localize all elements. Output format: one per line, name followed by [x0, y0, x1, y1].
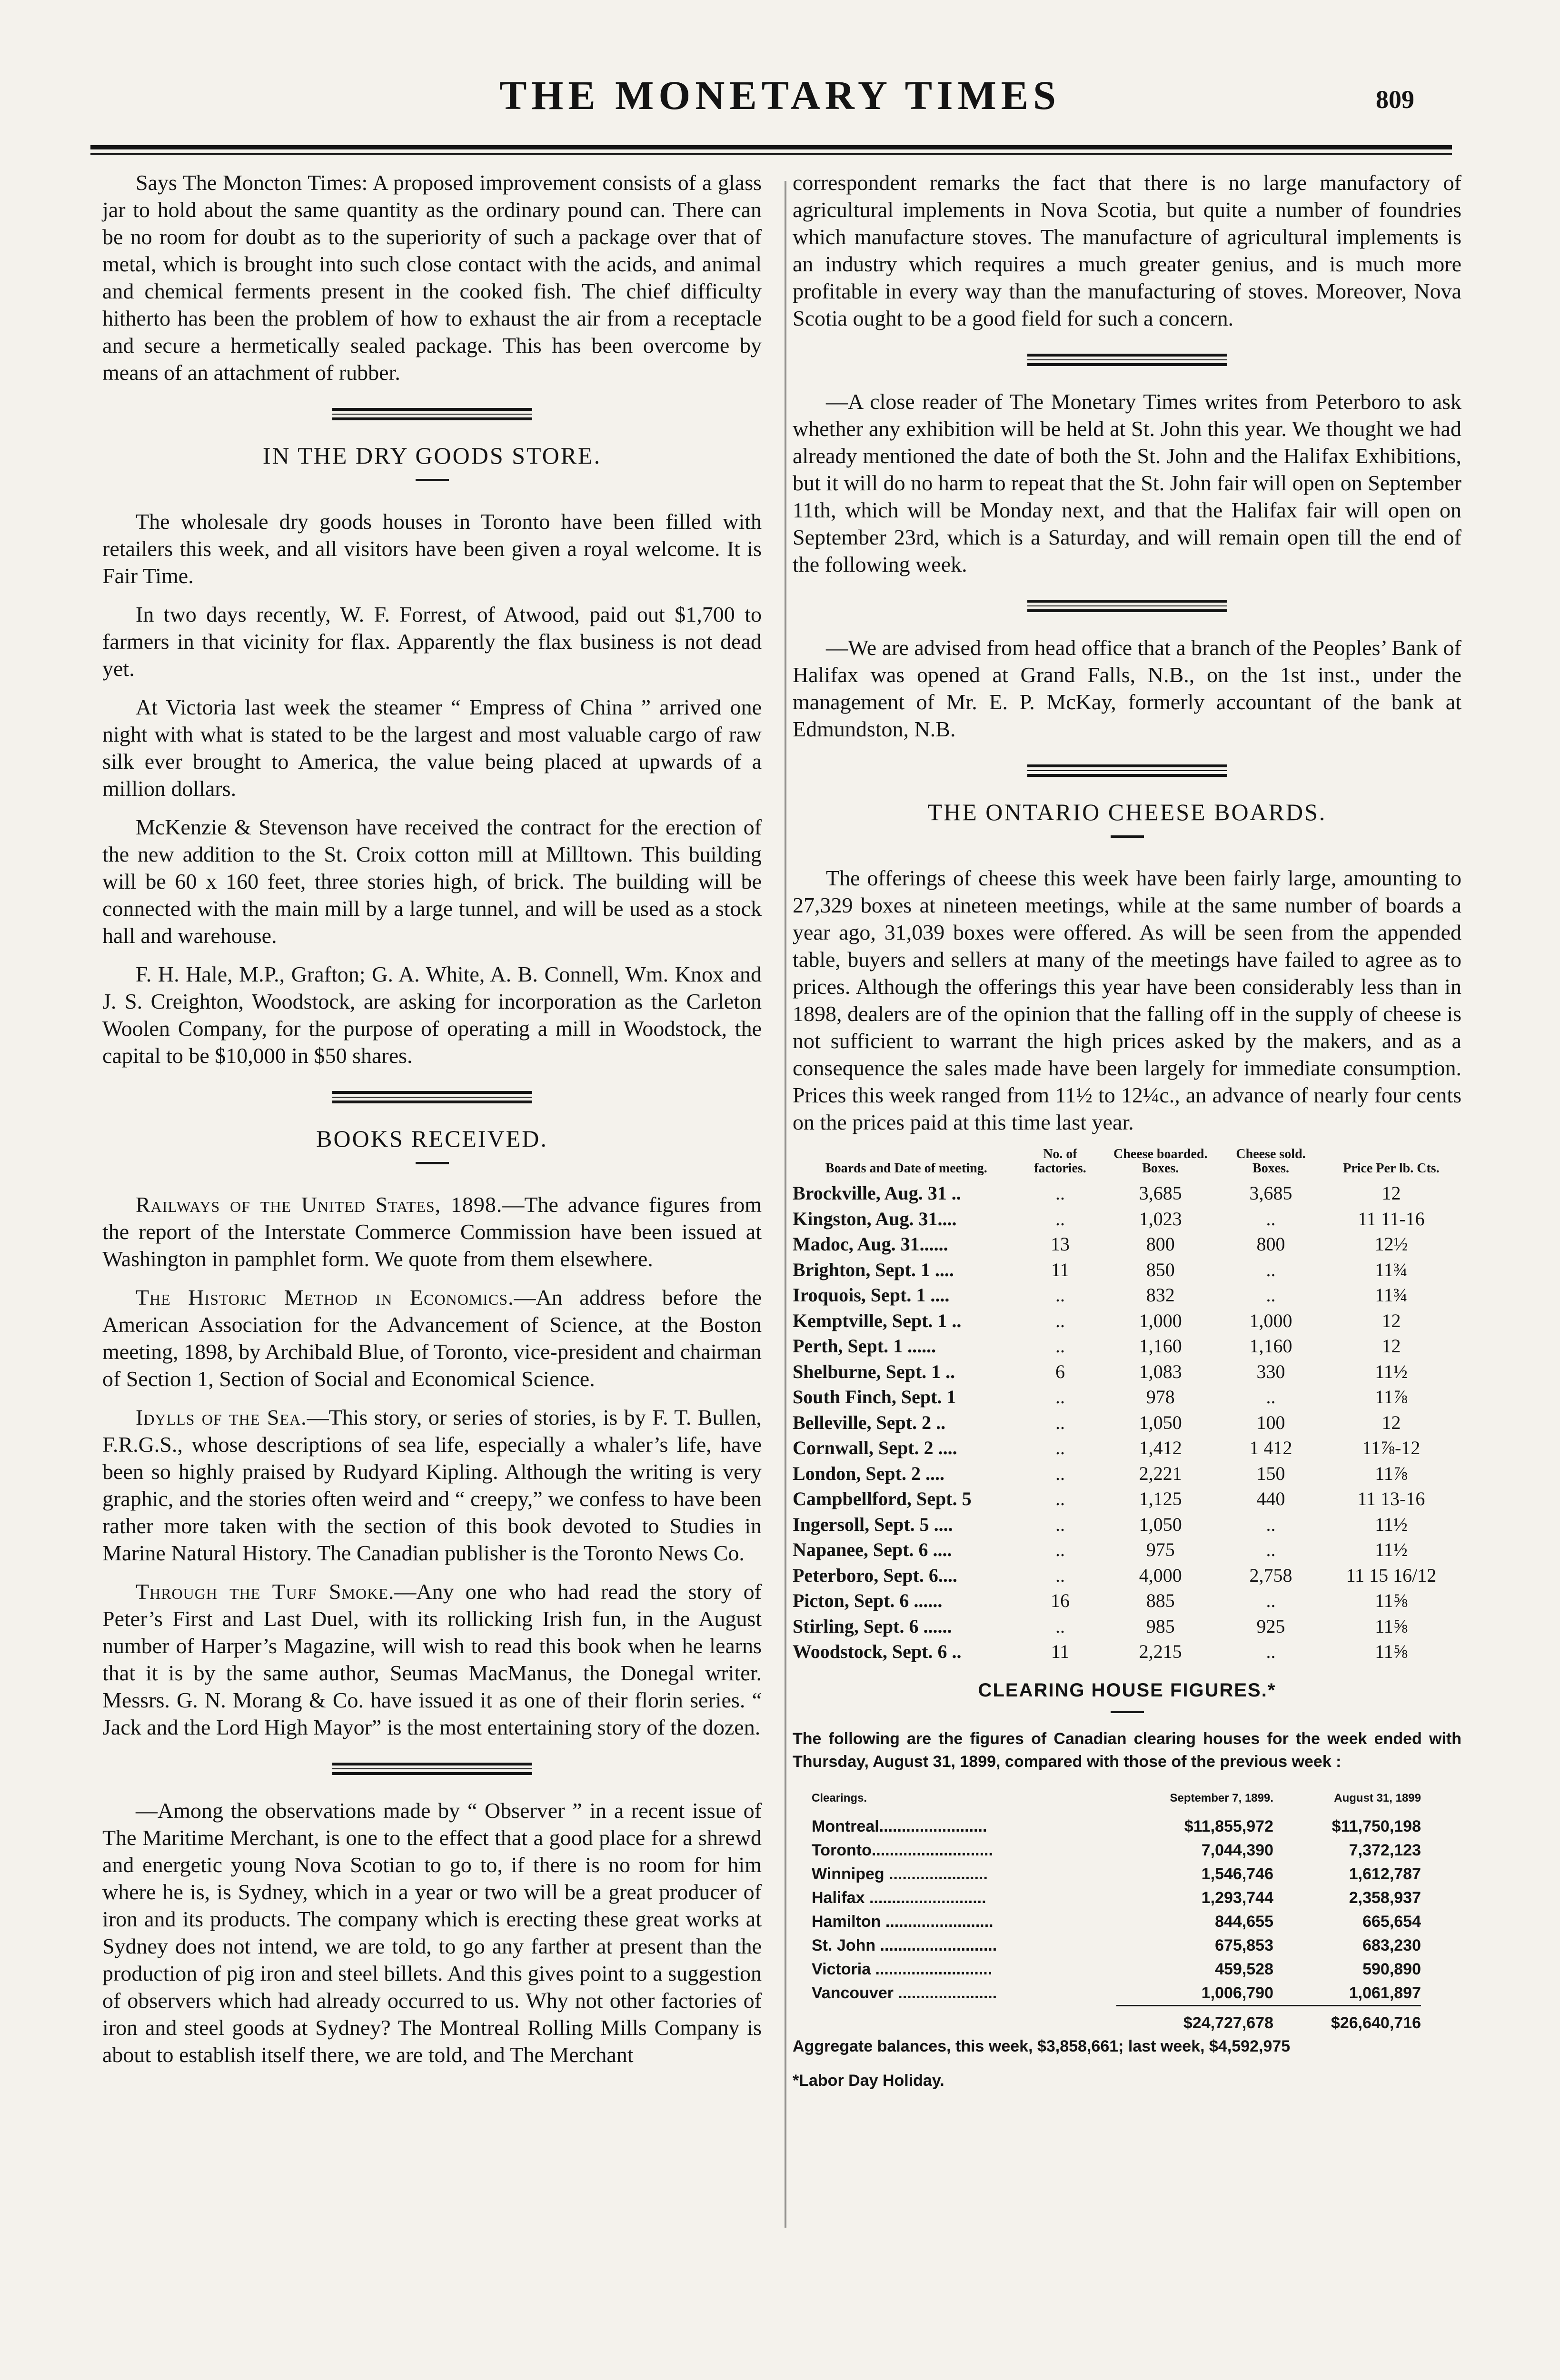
table-cell: Iroquois, Sept. 1 .... — [793, 1284, 950, 1306]
table-cell: Ingersoll, Sept. 5 .... — [793, 1513, 953, 1535]
table-cell: 11 13-16 — [1357, 1488, 1425, 1509]
table-row — [793, 1333, 1461, 1359]
book-text: —The advance figures from the report of the Interstate Commerce Commission have been issued at Washington in pamphlet form. We quote from them elsewhere. — [102, 1192, 762, 1271]
table-cell: 11¾ — [1375, 1259, 1408, 1280]
table-cell: 11 15 16/12 — [1346, 1564, 1437, 1586]
table-cell: 1,050 — [1139, 1411, 1182, 1433]
table-cell: 6 — [1055, 1360, 1065, 1382]
table-cell: Toronto........................... — [812, 1841, 993, 1859]
table-cell: 665,654 — [1362, 1912, 1421, 1931]
book-entry — [102, 1284, 762, 1392]
column-header: No. of factories. — [1034, 1147, 1086, 1176]
table-cell: London, Sept. 2 .... — [793, 1462, 944, 1484]
table-cell: 16 — [1050, 1590, 1070, 1611]
table-cell: 1,023 — [1139, 1208, 1182, 1230]
table-row — [812, 1838, 1421, 1862]
cheese-table-body — [793, 1180, 1461, 1665]
table-cell: 2,221 — [1139, 1462, 1182, 1484]
table-cell: 925 — [1256, 1615, 1285, 1637]
column-divider — [785, 181, 786, 2228]
table-cell: 1,006,790 — [1201, 1983, 1273, 2002]
clearing-heading: CLEARING HOUSE FIGURES.* — [978, 1679, 1276, 1701]
continued-paragraph: correspondent remarks the fact that there is no large manufactory of agricultural implements in Nova Scotia, but quite a number of foundries which manufacture stoves. The manufacture of agricultural implements is an industry which requires a much greater genius, and is much more profitable in every way than the manufacturing of stoves. Moreover, Nova Scotia ought to be a good field for such a concern. — [793, 170, 1461, 330]
table-cell: .. — [1266, 1513, 1276, 1535]
table-cell: 7,372,123 — [1349, 1841, 1421, 1859]
book-title: Idylls of the Sea. — [136, 1405, 307, 1429]
table-cell: .. — [1055, 1488, 1065, 1509]
table-cell: Belleville, Sept. 2 .. — [793, 1411, 946, 1433]
table-cell: Brighton, Sept. 1 .... — [793, 1259, 954, 1280]
heading-dash — [416, 1162, 449, 1164]
section-separator — [1027, 764, 1227, 777]
dry-goods-paragraph: F. H. Hale, M.P., Grafton; G. A. White, A. B. Connell, Wm. Knox and J. S. Creighton, Woodstock, are asking for incorporation as the Carleton Woolen Company, for the purpose of operating a mill in Woodstock, the capital to be $10,000 in $50 shares. — [102, 962, 762, 1068]
table-cell: .. — [1055, 1564, 1065, 1586]
table-cell: 330 — [1256, 1360, 1285, 1382]
table-cell: 150 — [1256, 1462, 1285, 1484]
table-row — [812, 1934, 1421, 1957]
table-cell: Campbellford, Sept. 5 — [793, 1488, 972, 1509]
table-row — [812, 1886, 1421, 1910]
table-cell: 844,655 — [1215, 1912, 1273, 1931]
table-cell: Cornwall, Sept. 2 .... — [793, 1437, 957, 1458]
exhibition-paragraph: —A close reader of The Monetary Times writes from Peterboro to ask whether any exhibition will be held at St. John this year. We thought we had already mentioned the date of both the St. John and the Halifax Exhibitions, but it will do no harm to repeat that the St. John fair will open on September 11th, which will be Monday next, and that the Halifax fair will open on September 23rd, which is a Saturday, and will remain open till the end of the following week. — [793, 389, 1461, 576]
table-cell: 12½ — [1374, 1233, 1408, 1255]
table-cell: Peterboro, Sept. 6.... — [793, 1564, 957, 1586]
section-separator — [1027, 354, 1227, 366]
heading-dash — [1111, 1711, 1144, 1713]
table-cell: .. — [1266, 1208, 1276, 1230]
table-cell: Napanee, Sept. 6 .... — [793, 1539, 952, 1560]
table-cell: Montreal........................ — [812, 1817, 987, 1835]
cheese-boards-table — [793, 1147, 1461, 1665]
column-header: September 7, 1899. — [1170, 1791, 1273, 1805]
table-row — [812, 1910, 1421, 1934]
bank-paragraph: —We are advised from head office that a branch of the Peoples’ Bank of Halifax was opened at Grand Falls, N.B., on the 1st inst., under the management of Mr. E. P. McKay, formerly accountant of the bank at Edmundston, N.B. — [793, 635, 1461, 741]
table-cell: 2,215 — [1139, 1641, 1182, 1662]
book-text: —Any one who had read the story of Peter’s First and Last Duel, with its rollicking Irish fun, in the August number of Harper’s Magazine, will wish to read this book when he learns that it is by the same author, Seumas MacManus, the Donegal writer. Messrs. G. N. Morang & Co. have issued it as one of their florin series. “ Jack and the Lord High Mayor” is the most entertaining story of the dozen. — [102, 1579, 762, 1739]
table-cell: 11⅞ — [1375, 1462, 1408, 1484]
left-column — [102, 169, 762, 2080]
clearing-table-body — [812, 1815, 1421, 2006]
table-header-row — [812, 1785, 1421, 1815]
dry-goods-paragraph: The wholesale dry goods houses in Toronto have been filled with retailers this week, and all visitors have been given a royal welcome. It is Fair Time. — [102, 509, 762, 588]
table-row — [812, 1957, 1421, 1981]
table-cell: 12 — [1381, 1309, 1401, 1331]
table-cell: 13 — [1050, 1233, 1070, 1255]
table-cell: Kingston, Aug. 31.... — [793, 1208, 957, 1230]
table-cell: Madoc, Aug. 31...... — [793, 1233, 948, 1255]
table-row — [793, 1614, 1461, 1639]
table-cell: 1,050 — [1139, 1513, 1182, 1535]
table-cell: 975 — [1146, 1539, 1175, 1560]
table-cell: 978 — [1146, 1386, 1175, 1408]
dry-goods-paragraph: McKenzie & Stevenson have received the contract for the erection of the new addition to the St. Croix cotton mill at Milltown. This building will be 60 x 160 feet, three stories high, of brick. The building will be connected with the main mill by a large tunnel, and will be used as a stock hall and warehouse. — [102, 815, 762, 948]
table-row — [793, 1282, 1461, 1308]
table-row — [793, 1206, 1461, 1232]
table-row — [812, 1981, 1421, 2006]
total-cell: $26,640,716 — [1273, 2005, 1421, 2035]
right-column — [793, 169, 1461, 2103]
dry-goods-paragraph: At Victoria last week the steamer “ Empress of China ” arrived one night with what is stated to be the largest and most valuable cargo of raw silk ever brought to America, the value being placed at upwards of a million dollars. — [102, 695, 762, 801]
heading-dash — [1111, 835, 1144, 838]
book-entry — [102, 1191, 762, 1272]
table-row — [793, 1486, 1461, 1512]
table-cell: 11½ — [1375, 1539, 1408, 1560]
table-cell: Shelburne, Sept. 1 .. — [793, 1360, 955, 1382]
totals-row — [812, 2005, 1421, 2035]
column-header: Cheese boarded. Boxes. — [1113, 1147, 1208, 1176]
masthead-rule-thin — [90, 153, 1452, 155]
table-cell: .. — [1055, 1309, 1065, 1331]
table-cell: .. — [1266, 1539, 1276, 1560]
table-cell: 2,358,937 — [1349, 1888, 1421, 1907]
table-cell: .. — [1266, 1386, 1276, 1408]
table-cell: 7,044,390 — [1201, 1841, 1273, 1859]
table-cell: 683,230 — [1362, 1936, 1421, 1954]
book-entry — [102, 1578, 762, 1741]
table-row — [793, 1410, 1461, 1436]
table-cell: 1,160 — [1249, 1335, 1292, 1357]
table-cell: 1,083 — [1139, 1360, 1182, 1382]
table-cell: 3,685 — [1139, 1182, 1182, 1204]
table-cell: 832 — [1146, 1284, 1175, 1306]
table-cell: St. John .......................... — [812, 1936, 997, 1954]
footnote: *Labor Day Holiday. — [793, 2071, 944, 2090]
table-cell: .. — [1055, 1284, 1065, 1306]
table-cell: 11 — [1051, 1259, 1070, 1280]
column-header: Boards and Date of meeting. — [825, 1161, 987, 1176]
table-row — [812, 1862, 1421, 1886]
cheese-heading: THE ONTARIO CHEESE BOARDS. — [927, 799, 1327, 825]
table-cell: .. — [1055, 1437, 1065, 1458]
table-cell: 12 — [1381, 1335, 1401, 1357]
table-cell: 800 — [1256, 1233, 1285, 1255]
table-row — [793, 1359, 1461, 1385]
table-cell: 1 412 — [1249, 1437, 1292, 1458]
table-cell: 1,293,744 — [1201, 1888, 1273, 1907]
book-entry — [102, 1404, 762, 1567]
table-row — [793, 1231, 1461, 1257]
table-cell: 11⅝ — [1375, 1615, 1408, 1637]
table-cell: 985 — [1146, 1615, 1175, 1637]
heading-dash — [416, 479, 449, 481]
table-row — [793, 1461, 1461, 1487]
table-cell: 11⅞ — [1375, 1386, 1408, 1408]
column-header: Cheese sold. Boxes. — [1236, 1147, 1306, 1176]
table-cell: Stirling, Sept. 6 ...... — [793, 1615, 952, 1637]
table-cell: 675,853 — [1215, 1936, 1273, 1954]
section-separator — [332, 1091, 532, 1103]
book-text: —This story, or series of stories, is by F. T. Bullen, F.R.G.S., whose descriptions of sea life, especially a whaler’s life, have been so highly praised by Rudyard Kipling. Although the writing is very graphic, and the stories often weird and “ creepy,” we confess to have been rather more taken with the section of this book devoted to Studies in Marine Natural History. The Canadian publisher is the Toronto News Co. — [102, 1405, 762, 1565]
table-cell: .. — [1055, 1182, 1065, 1204]
table-cell: Picton, Sept. 6 ...... — [793, 1590, 943, 1611]
table-cell: 459,528 — [1215, 1960, 1273, 1978]
table-cell: 1,612,787 — [1349, 1864, 1421, 1883]
dry-goods-paragraph: In two days recently, W. F. Forrest, of Atwood, paid out $1,700 to farmers in that vicinity for flax. Apparently the flax business is not dead yet. — [102, 602, 762, 681]
table-cell: $11,750,198 — [1331, 1817, 1421, 1835]
table-cell: 1,546,746 — [1201, 1864, 1273, 1883]
table-row — [793, 1588, 1461, 1614]
table-row — [793, 1537, 1461, 1563]
table-cell: 11¾ — [1375, 1284, 1408, 1306]
section-separator — [1027, 600, 1227, 612]
table-cell: 1,412 — [1139, 1437, 1182, 1458]
clearing-intro: The following are the figures of Canadian clearing houses for the week ended with Thursday, August 31, 1899, compared with those of the previous week : — [793, 1729, 1461, 1771]
table-row — [793, 1384, 1461, 1410]
table-cell: .. — [1055, 1386, 1065, 1408]
masthead-rule — [90, 145, 1452, 149]
table-row — [793, 1512, 1461, 1537]
table-row — [793, 1563, 1461, 1588]
table-cell: 11½ — [1375, 1513, 1408, 1535]
table-cell: 2,758 — [1249, 1564, 1292, 1586]
table-header-row — [793, 1147, 1461, 1180]
cheese-paragraph: The offerings of cheese this week have been fairly large, amounting to 27,329 boxes at nineteen meetings, while at the same number of boards a year ago, 31,039 boxes were offered. As will be seen from the appended table, buyers and sellers at many of the meetings have failed to agree as to prices. Although the offerings this year have been considerably less than in 1898, dealers are of the opinion that the falling off in the supply of cheese is not sufficient to warrant the high prices asked by the makers, and as a consequence the sales made have been largely for immediate consumption. Prices this week ranged from 11½ to 12¼c., an advance of nearly four cents on the prices paid at this time last year. — [793, 866, 1461, 1134]
table-row — [793, 1435, 1461, 1461]
table-cell: 12 — [1381, 1182, 1401, 1204]
table-cell: .. — [1055, 1411, 1065, 1433]
table-cell: 440 — [1256, 1488, 1285, 1509]
dry-goods-heading: IN THE DRY GOODS STORE. — [262, 442, 602, 469]
total-cell: $24,727,678 — [1116, 2005, 1273, 2035]
table-cell: Winnipeg ...................... — [812, 1864, 988, 1883]
table-row — [793, 1639, 1461, 1665]
observer-paragraph: —Among the observations made by “ Observer ” in a recent issue of The Maritime Merchant, is one to the effect that a good place for a shrewd and energetic young Nova Scotian to go to, if there is no room for him where he is, is Sydney, which in a year or two will be a great producer of iron and its products. The company which is erecting these great works at Sydney does not intend, we are told, to go any farther at present than the production of pig iron and steel billets. And this gives point to a suggestion of observers which had already occurred to us. Why not other factories of iron and steel goods at Sydney? The Montreal Rolling Mills Company is about to establish itself there, we are told, and The Merchant — [102, 1798, 762, 2067]
table-cell: South Finch, Sept. 1 — [793, 1386, 956, 1408]
masthead-title: THE MONETARY TIMES — [499, 72, 1061, 118]
clearing-table — [812, 1785, 1421, 2035]
table-cell: Halifax .......................... — [812, 1888, 986, 1907]
table-cell: .. — [1055, 1539, 1065, 1560]
table-cell: Vancouver ...................... — [812, 1984, 997, 2003]
books-heading: BOOKS RECEIVED. — [316, 1125, 548, 1152]
table-cell: 11½ — [1375, 1360, 1408, 1382]
table-cell: .. — [1266, 1259, 1276, 1280]
table-cell: $11,855,972 — [1184, 1817, 1273, 1835]
table-row — [793, 1180, 1461, 1206]
section-separator — [332, 1763, 532, 1775]
table-cell: 1,125 — [1139, 1488, 1182, 1509]
table-cell: 1,061,897 — [1349, 1983, 1421, 2002]
moncton-paragraph: Says The Moncton Times: A proposed improvement consists of a glass jar to hold about the same quantity as the ordinary pound can. There can be no room for doubt as to the superiority of such a package over that of metal, which is brought into such close contact with the acids, and animal and chemical ferments present in the cooked fish. The chief difficulty hitherto has been the problem of how to exhaust the air from a receptacle and secure a hermetically sealed package. This has been overcome by means of an attachment of rubber. — [102, 170, 762, 385]
table-row — [793, 1257, 1461, 1283]
table-cell: 11⅝ — [1375, 1590, 1408, 1611]
book-title: Through the Turf Smoke. — [136, 1579, 395, 1604]
table-cell: 11 11-16 — [1358, 1208, 1425, 1230]
table-cell: 11⅝ — [1375, 1641, 1408, 1662]
table-cell: .. — [1055, 1208, 1065, 1230]
table-row — [812, 1815, 1421, 1838]
table-cell: 885 — [1146, 1590, 1175, 1611]
table-cell: 3,685 — [1249, 1182, 1292, 1204]
table-cell: .. — [1266, 1284, 1276, 1306]
table-row — [793, 1308, 1461, 1334]
table-cell: .. — [1055, 1335, 1065, 1357]
book-title: The Historic Method in Economics. — [136, 1285, 514, 1309]
table-cell: Victoria .......................... — [812, 1960, 993, 1978]
table-cell: Perth, Sept. 1 ...... — [793, 1335, 936, 1357]
table-cell: .. — [1055, 1513, 1065, 1535]
table-cell: 1,160 — [1139, 1335, 1182, 1357]
table-cell: 850 — [1146, 1259, 1175, 1280]
table-cell: .. — [1055, 1615, 1065, 1637]
table-cell: 800 — [1146, 1233, 1175, 1255]
table-cell: 100 — [1256, 1411, 1285, 1433]
table-cell: 12 — [1381, 1411, 1401, 1433]
table-cell: .. — [1055, 1462, 1065, 1484]
book-title: Railways of the United States, 1898. — [136, 1192, 503, 1217]
table-cell: 11 — [1051, 1641, 1070, 1662]
table-cell: .. — [1266, 1641, 1276, 1662]
table-cell: 1,000 — [1139, 1309, 1182, 1331]
table-cell: 1,000 — [1249, 1309, 1292, 1331]
column-header: August 31, 1899 — [1334, 1791, 1421, 1805]
section-separator — [332, 408, 532, 420]
table-cell: 11⅞-12 — [1362, 1437, 1421, 1458]
column-header: Clearings. — [812, 1791, 867, 1805]
aggregate-balances: Aggregate balances, this week, $3,858,661; last week, $4,592,975 — [793, 2037, 1291, 2055]
page-number: 809 — [1376, 85, 1414, 114]
table-cell: Kemptville, Sept. 1 .. — [793, 1309, 962, 1331]
table-cell: Hamilton ........................ — [812, 1912, 994, 1931]
book-text: —An address before the American Association for the Advancement of Science, at the Boston meeting, 1898, by Archibald Blue, of Toronto, vice-president and chairman of Section 1, Section of Social and Economical Science. — [102, 1285, 762, 1391]
table-cell: Brockville, Aug. 31 .. — [793, 1182, 961, 1204]
table-cell: .. — [1266, 1590, 1276, 1611]
column-header: Price Per lb. Cts. — [1343, 1161, 1440, 1176]
table-cell: 4,000 — [1139, 1564, 1182, 1586]
table-cell: Woodstock, Sept. 6 .. — [793, 1641, 962, 1662]
table-cell: 590,890 — [1362, 1960, 1421, 1978]
